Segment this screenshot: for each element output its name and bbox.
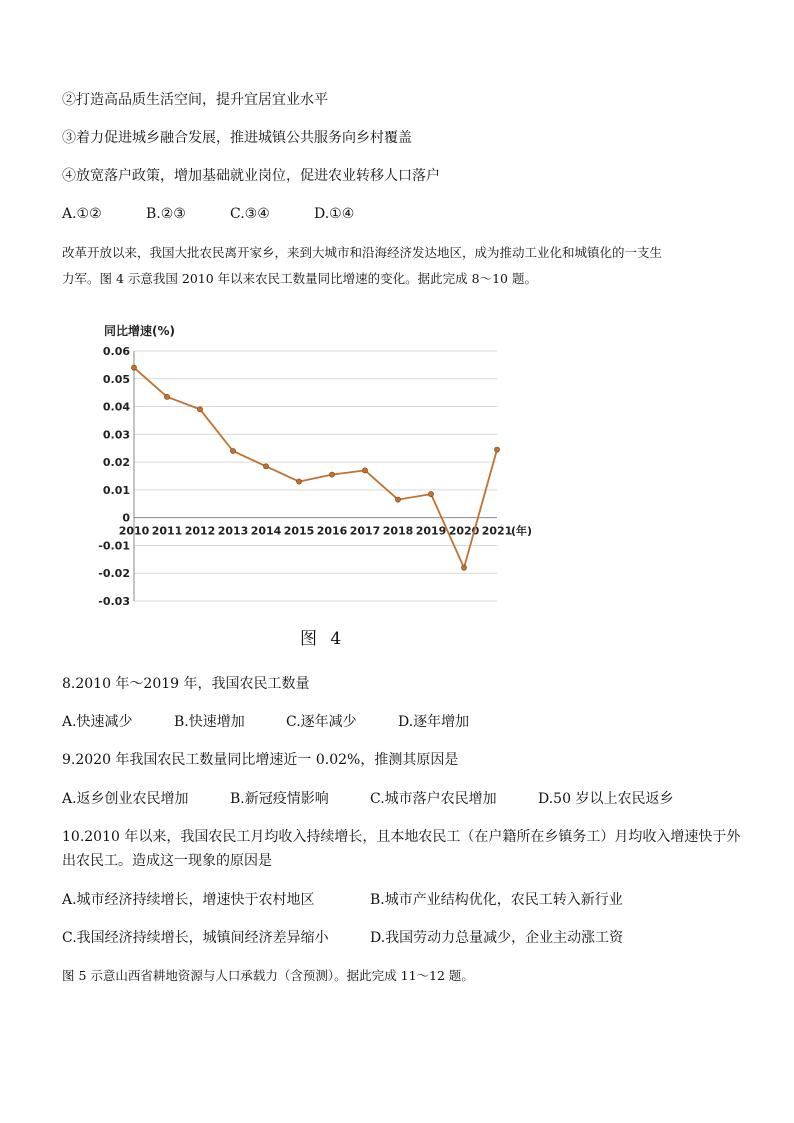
x-tick-label: 2021 (481, 524, 513, 538)
y-tick-label: 0.04 (102, 400, 130, 414)
choice-d: D.逐年增加 (398, 714, 470, 730)
choice-d: D.①④ (314, 206, 355, 222)
data-point (131, 365, 136, 370)
q9-stem: 9.2020 年我国农民工数量同比增速近一 0.02%，推测其原因是 (62, 752, 459, 768)
choice-a: A.城市经济持续增长，增速快于农村地区 (62, 892, 315, 908)
x-tick-label: 2018 (382, 524, 414, 538)
y-tick-label: -0.01 (98, 539, 130, 553)
x-tick-label: 2016 (316, 524, 348, 538)
data-point (329, 472, 334, 477)
choice-c: C.我国经济持续增长，城镇间经济差异缩小 (62, 930, 329, 946)
passage-line-2: 力军。图 4 示意我国 2010 年以来农民工数量同比增速的变化。据此完成 8～10 题。 (62, 271, 537, 286)
y-tick-label: 0.05 (102, 372, 130, 386)
x-tick-label: 2010 (118, 524, 150, 538)
choice-d: D.50 岁以上农民返乡 (538, 791, 674, 807)
x-tick-label: 2017 (349, 524, 381, 538)
data-point (263, 464, 268, 469)
choice-c: C.③④ (230, 206, 270, 222)
choice-a: A.快速减少 (62, 714, 133, 730)
x-tick-label: 2014 (250, 524, 282, 538)
choice-a: A.①② (62, 206, 102, 222)
chart-svg (92, 318, 552, 618)
y-tick-label: -0.02 (98, 567, 130, 581)
q8-stem: 8.2010 年～2019 年，我国农民工数量 (62, 676, 310, 692)
data-point (164, 394, 169, 399)
data-point (230, 448, 235, 453)
q10-stem-line-1: 10.2010 年以来，我国农民工月均收入持续增长，且本地农民工（在户籍所在乡镇务工）月均收入增速快于外 (62, 829, 741, 845)
data-point (197, 407, 202, 412)
x-axis-label: (年) (511, 524, 533, 538)
y-tick-label: 0.02 (102, 456, 130, 470)
x-tick-label: 2012 (184, 524, 216, 538)
x-tick-label: 2015 (283, 524, 315, 538)
choice-d: D.我国劳动力总量减少，企业主动涨工资 (370, 930, 624, 946)
x-tick-label: 2011 (151, 524, 183, 538)
q10-stem-line-2: 出农民工。造成这一现象的原因是 (62, 853, 272, 869)
choice-c: C.逐年减少 (286, 714, 357, 730)
data-point (461, 565, 466, 570)
passage-line-1: 改革开放以来，我国大批农民离开家乡，来到大城市和沿海经济发达地区，成为推动工业化和城镇化的一支生 (62, 245, 663, 260)
choice-a: A.返乡创业农民增加 (62, 791, 189, 807)
data-point (494, 447, 499, 452)
y-tick-label: 0.06 (102, 345, 130, 358)
x-tick-label: 2019 (415, 524, 447, 538)
y-tick-label: 0 (122, 511, 130, 525)
y-tick-label: 0.03 (102, 428, 130, 442)
data-point (296, 479, 301, 484)
choice-b: B.城市产业结构优化，农民工转入新行业 (370, 892, 623, 908)
y-axis-label: 同比增速(%) (104, 324, 175, 338)
data-point (395, 497, 400, 502)
option-4-text: ④放宽落户政策，增加基础就业岗位，促进农业转移人口落户 (62, 168, 440, 184)
data-point (362, 468, 367, 473)
x-tick-label: 2013 (217, 524, 249, 538)
figure-5-intro: 图 5 示意山西省耕地资源与人口承载力（含预测）。据此完成 11～12 题。 (62, 968, 474, 983)
series-line (134, 368, 497, 568)
line-chart (92, 318, 552, 618)
choice-b: B.快速增加 (174, 714, 245, 730)
choice-c: C.城市落户农民增加 (370, 791, 497, 807)
y-tick-label: 0.01 (102, 483, 130, 497)
y-tick-label: -0.03 (98, 595, 130, 608)
x-tick-label: 2020 (448, 524, 480, 538)
figure-caption: 图 4 (300, 629, 346, 649)
option-3-text: ③着力促进城乡融合发展，推进城镇公共服务向乡村覆盖 (62, 130, 412, 146)
choice-b: B.新冠疫情影响 (230, 791, 329, 807)
option-2-text: ②打造高品质生活空间，提升宜居宜业水平 (62, 92, 328, 108)
choice-b: B.②③ (146, 206, 186, 222)
data-point (428, 491, 433, 496)
